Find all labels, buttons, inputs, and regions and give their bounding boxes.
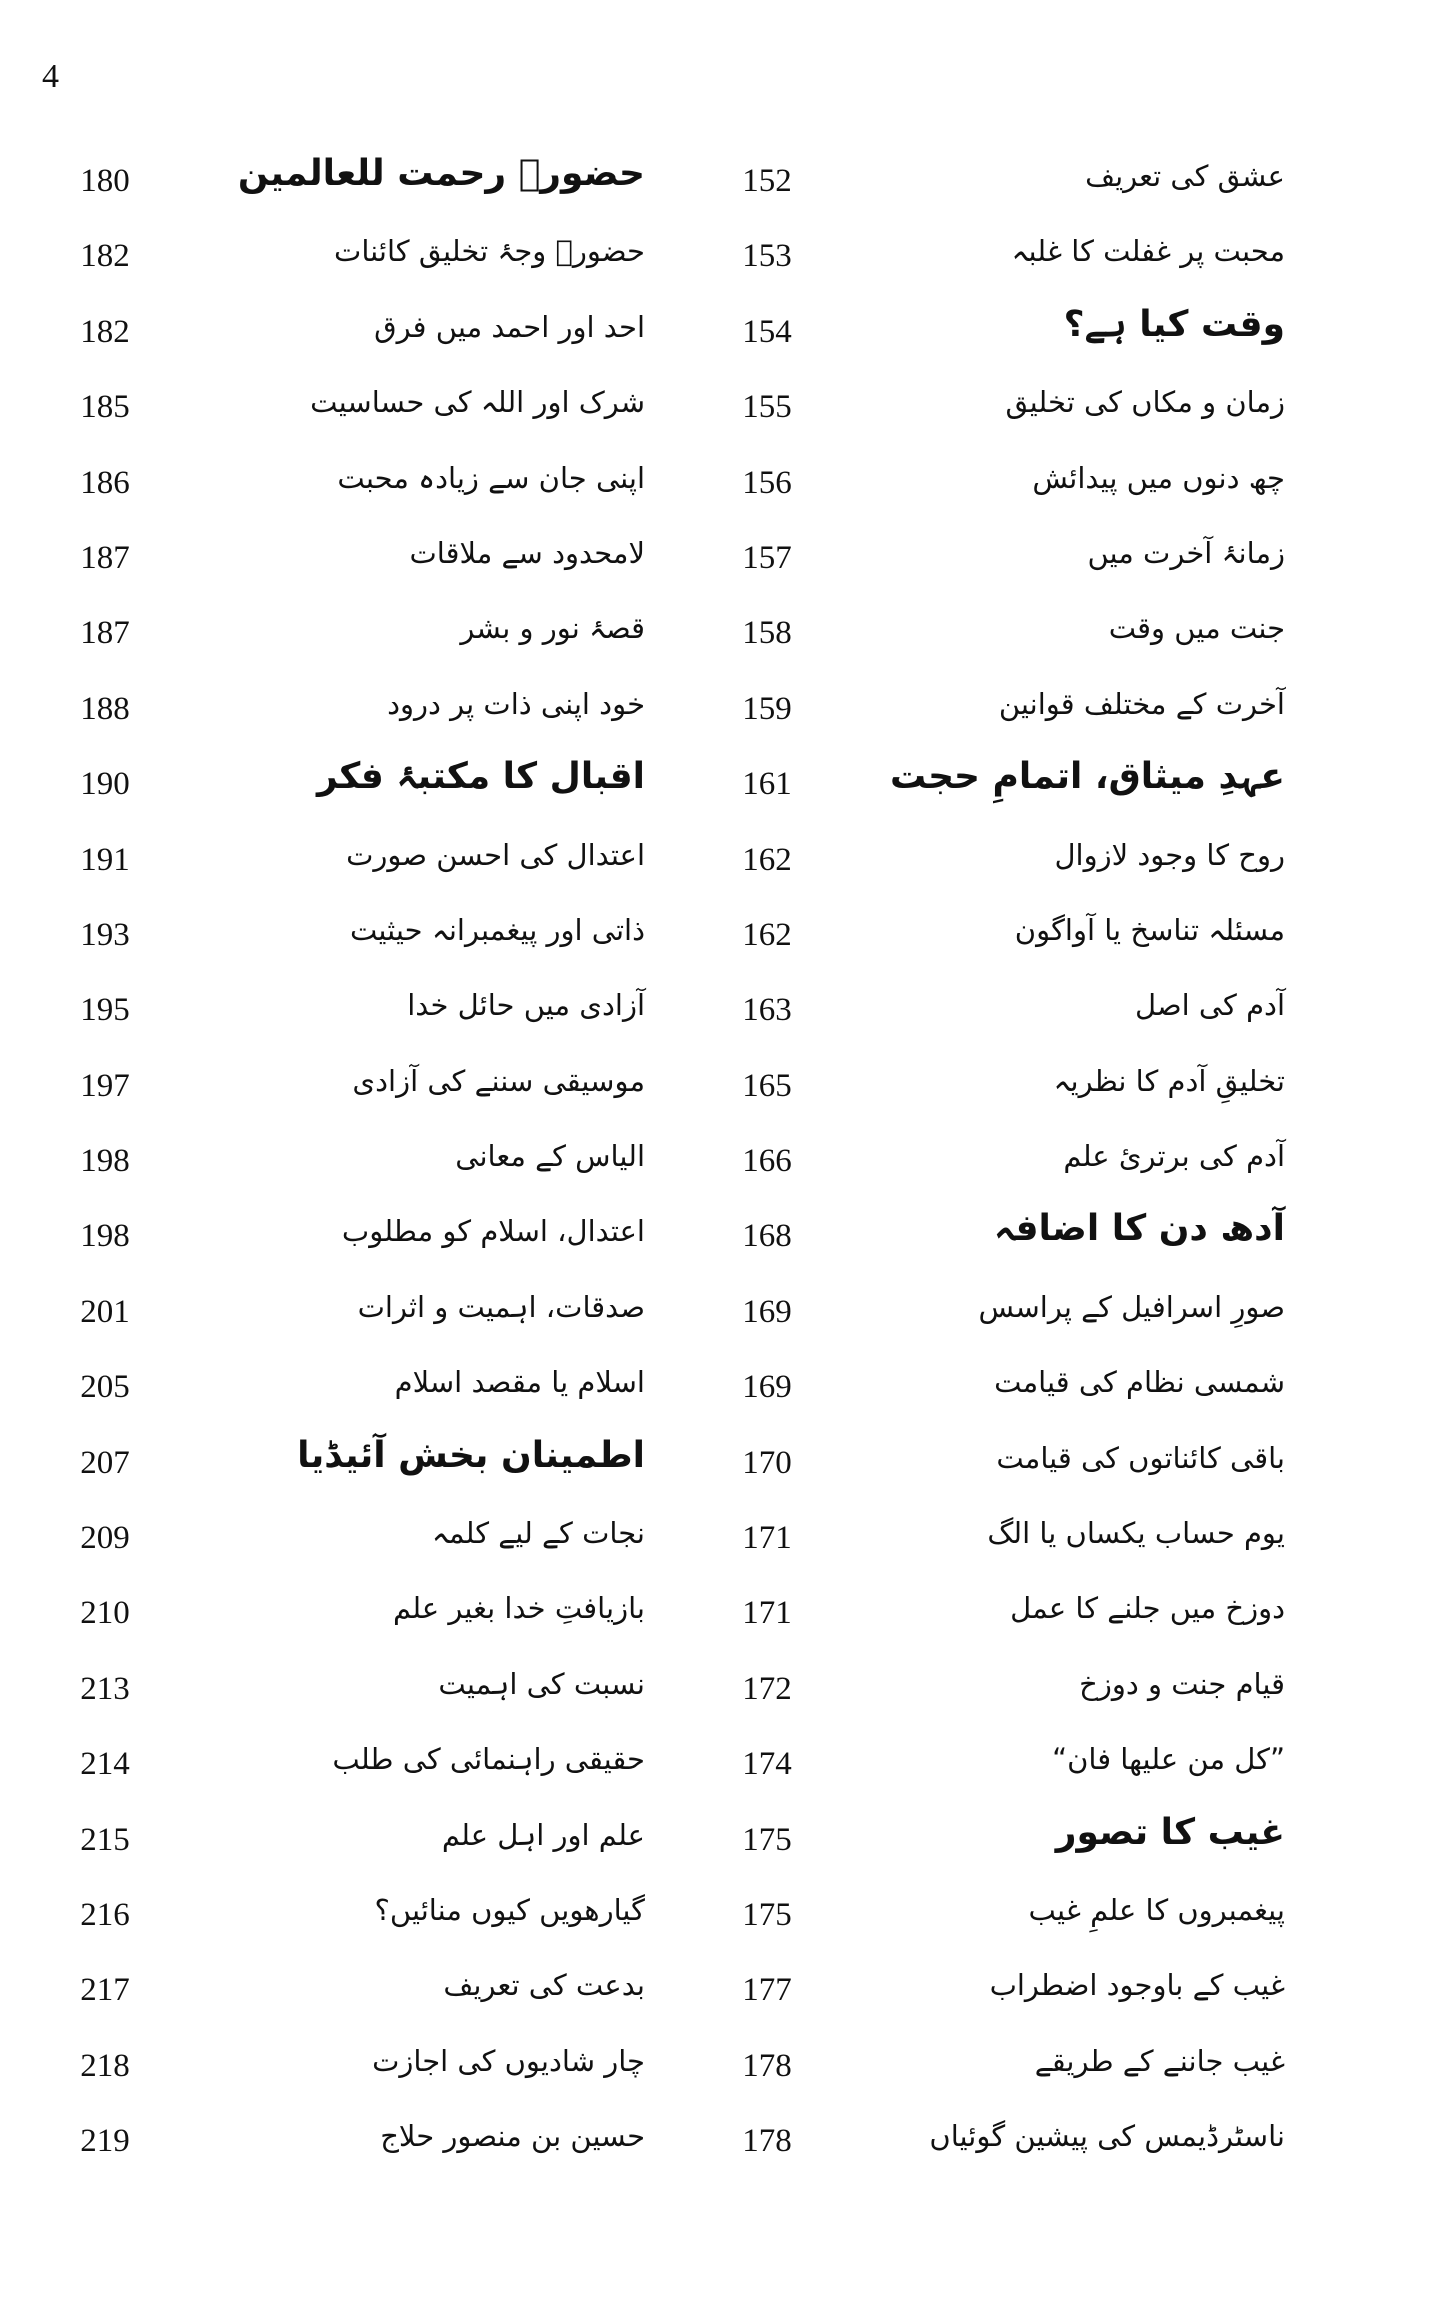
page-ref-right: 165: [742, 1067, 792, 1104]
entry-title-left: موسیقی سننے کی آزادی: [352, 1063, 645, 1098]
toc-row: [0, 532, 1445, 607]
page-ref-left: 209: [80, 1520, 130, 1557]
page-ref-right: 170: [742, 1444, 792, 1481]
page-ref-left: 190: [80, 766, 130, 803]
toc-row: [0, 1811, 1445, 1889]
toc-row: [0, 1738, 1445, 1813]
entry-title-right: غیب کے باوجود اضطراب: [989, 1968, 1285, 2003]
entry-title-right: تخلیقِ آدم کا نظریہ: [1053, 1063, 1285, 1098]
entry-title-left: اسلام یا مقصد اسلام: [394, 1365, 645, 1400]
page-ref-left: 198: [80, 1218, 130, 1255]
entry-title-left: اعتدال، اسلام کو مطلوب: [341, 1214, 645, 1249]
toc-row: [0, 1889, 1445, 1964]
toc-row: [0, 607, 1445, 682]
page-ref-left: 187: [80, 539, 130, 576]
table-of-contents: [0, 155, 1445, 2191]
page-ref-left: 210: [80, 1595, 130, 1632]
page-ref-right: 178: [742, 2047, 792, 2084]
page-ref-right: 171: [742, 1520, 792, 1557]
page-ref-right: 161: [742, 766, 792, 803]
entry-title-right: صورِ اسرافیل کے پراسس: [978, 1289, 1285, 1324]
entry-title-left: لامحدود سے ملاقات: [409, 535, 645, 570]
entry-title-right: آدم کی برتریٔ علم: [1063, 1139, 1285, 1174]
toc-row: [0, 909, 1445, 984]
page-ref-right: 153: [742, 238, 792, 275]
page-ref-left: 187: [80, 615, 130, 652]
entry-title-right: روح کا وجود لازوال: [1054, 837, 1285, 872]
toc-row: [0, 1663, 1445, 1738]
toc-row: [0, 381, 1445, 456]
toc-row: [0, 984, 1445, 1059]
page-ref-right: 159: [742, 690, 792, 727]
entry-title-left: الیاس کے معانی: [455, 1139, 645, 1174]
page-ref-left: 185: [80, 389, 130, 426]
toc-row: [0, 2040, 1445, 2115]
page-ref-right: 157: [742, 539, 792, 576]
toc-row: [0, 230, 1445, 305]
page-ref-right: 156: [742, 464, 792, 501]
entry-title-left: شرک اور اللہ کی حساسیت: [310, 385, 645, 420]
page-ref-left: 217: [80, 1972, 130, 2009]
page-ref-left: 219: [80, 2123, 130, 2160]
entry-title-left: چار شادیوں کی اجازت: [372, 2043, 645, 2078]
entry-title-right: پیغمبروں کا علمِ غیب: [1028, 1892, 1285, 1927]
entry-title-left: حضورؐ وجۂ تخلیق کائنات: [334, 234, 645, 269]
page-ref-left: 188: [80, 690, 130, 727]
entry-title-left: بازیافتِ خدا بغیر علم: [392, 1591, 645, 1626]
entry-title-right: آدم کی اصل: [1135, 988, 1285, 1023]
entry-title-right: مسئلہ تناسخ یا آواگون: [1014, 912, 1285, 947]
page-ref-right: 162: [742, 916, 792, 953]
entry-title-right: ”کل من علیھا فان“: [1052, 1742, 1285, 1777]
toc-row: [0, 2115, 1445, 2190]
entry-title-right: دوزخ میں جلنے کا عمل: [1010, 1591, 1285, 1626]
entry-title-left: اعتدال کی احسن صورت: [346, 837, 645, 872]
entry-title-left: نسبت کی اہمیت: [438, 1666, 645, 1701]
entry-title-left: اپنی جان سے زیادہ محبت: [337, 460, 645, 495]
toc-row: [0, 758, 1445, 833]
page-ref-left: 218: [80, 2047, 130, 2084]
page-ref-left: 213: [80, 1670, 130, 1707]
page-ref-left: 216: [80, 1896, 130, 1933]
toc-row: [0, 683, 1445, 758]
page-ref-right: 152: [742, 163, 792, 199]
entry-title-left: خود اپنی ذات پر درود: [387, 686, 645, 721]
entry-title-left: گیارھویں کیوں منائیں؟: [374, 1892, 645, 1927]
page-ref-left: 186: [80, 464, 130, 501]
section-heading-right: آدھ دن کا اضافہ: [993, 1208, 1285, 1250]
page-ref-right: 178: [742, 2123, 792, 2160]
toc-row: [0, 1587, 1445, 1662]
toc-row: [0, 303, 1445, 381]
entry-title-left: قصۂ نور و بشر: [460, 611, 645, 646]
page-ref-right: 163: [742, 992, 792, 1029]
toc-row: [0, 1135, 1445, 1210]
entry-title-right: یوم حساب یکساں یا الگ: [987, 1516, 1285, 1551]
page-ref-right: 174: [742, 1746, 792, 1783]
page-ref-left: 182: [80, 313, 130, 350]
entry-title-right: چھ دنوں میں پیدائش: [1032, 460, 1285, 495]
page-ref-right: 166: [742, 1143, 792, 1180]
entry-title-right: زمانۂ آخرت میں: [1087, 535, 1285, 570]
page-ref-left: 197: [80, 1067, 130, 1104]
entry-title-right: ناسٹرڈیمس کی پیشین گوئیاں: [929, 2119, 1285, 2154]
toc-row: [0, 1210, 1445, 1285]
entry-title-left: احد اور احمد میں فرق: [374, 309, 645, 344]
page-ref-right: 162: [742, 841, 792, 878]
section-heading-right: عہدِ میثاق، اتمامِ حجت: [889, 756, 1285, 798]
toc-row: [0, 1512, 1445, 1587]
toc-row: [0, 834, 1445, 909]
page-ref-left: 180: [80, 163, 130, 199]
page-ref-right: 169: [742, 1293, 792, 1330]
page-ref-right: 175: [742, 1821, 792, 1858]
entry-title-left: نجات کے لیے کلمہ: [431, 1516, 645, 1551]
entry-title-right: قیام جنت و دوزخ: [1079, 1666, 1285, 1701]
page-ref-right: 177: [742, 1972, 792, 2009]
entry-title-left: حسین بن منصور حلاج: [380, 2119, 645, 2154]
entry-title-right: جنت میں وقت: [1108, 611, 1285, 646]
page-ref-right: 155: [742, 389, 792, 426]
section-heading-right: وقت کیا ہے؟: [1063, 303, 1285, 345]
page-ref-right: 169: [742, 1369, 792, 1406]
page-ref-left: 182: [80, 238, 130, 275]
section-heading-left: اقبال کا مکتبۂ فکر: [316, 756, 645, 798]
page-number: 4: [42, 58, 59, 95]
entry-title-right: باقی کائناتوں کی قیامت: [996, 1440, 1285, 1475]
entry-title-right: شمسی نظام کی قیامت: [994, 1365, 1285, 1400]
toc-row: [0, 1434, 1445, 1512]
entry-title-left: صدقات، اہمیت و اثرات: [357, 1289, 645, 1324]
page-ref-left: 215: [80, 1821, 130, 1858]
section-heading-right: غیب کا تصور: [1055, 1811, 1285, 1853]
page-ref-right: 171: [742, 1595, 792, 1632]
toc-row: [0, 457, 1445, 532]
page-ref-left: 195: [80, 992, 130, 1029]
section-heading-left: اطمینان بخش آئیڈیا: [297, 1434, 645, 1476]
page-ref-left: 201: [80, 1293, 130, 1330]
toc-row: [0, 1060, 1445, 1135]
entry-title-left: علم اور اہل علم: [441, 1817, 645, 1852]
entry-title-right: محبت پر غفلت کا غلبہ: [1011, 234, 1285, 269]
entry-title-right: غیب جاننے کے طریقے: [1034, 2043, 1285, 2078]
entry-title-left: آزادی میں حائل خدا: [407, 988, 645, 1023]
toc-row: [0, 1964, 1445, 2039]
entry-title-left: بدعت کی تعریف: [443, 1968, 645, 2003]
page-ref-right: 168: [742, 1218, 792, 1255]
entry-title-left: ذاتی اور پیغمبرانہ حیثیت: [349, 912, 645, 947]
entry-title-right: زمان و مکاں کی تخلیق: [1005, 385, 1285, 420]
entry-title-right: عشق کی تعریف: [1085, 159, 1285, 193]
entry-title-right: آخرت کے مختلف قوانین: [998, 686, 1285, 721]
toc-row: [0, 1361, 1445, 1436]
entry-title-left: حقیقی راہنمائی کی طلب: [332, 1742, 645, 1777]
page-ref-left: 207: [80, 1444, 130, 1481]
page-ref-right: 175: [742, 1896, 792, 1933]
page-ref-left: 198: [80, 1143, 130, 1180]
toc-row: [0, 155, 1445, 230]
toc-row: [0, 1286, 1445, 1361]
page-ref-left: 193: [80, 916, 130, 953]
page-ref-right: 154: [742, 313, 792, 350]
page-ref-left: 205: [80, 1369, 130, 1406]
page-ref-right: 158: [742, 615, 792, 652]
page-ref-left: 214: [80, 1746, 130, 1783]
section-heading-left: حضورؐ رحمت للعالمین: [237, 153, 645, 194]
page-ref-left: 191: [80, 841, 130, 878]
page-ref-right: 172: [742, 1670, 792, 1707]
